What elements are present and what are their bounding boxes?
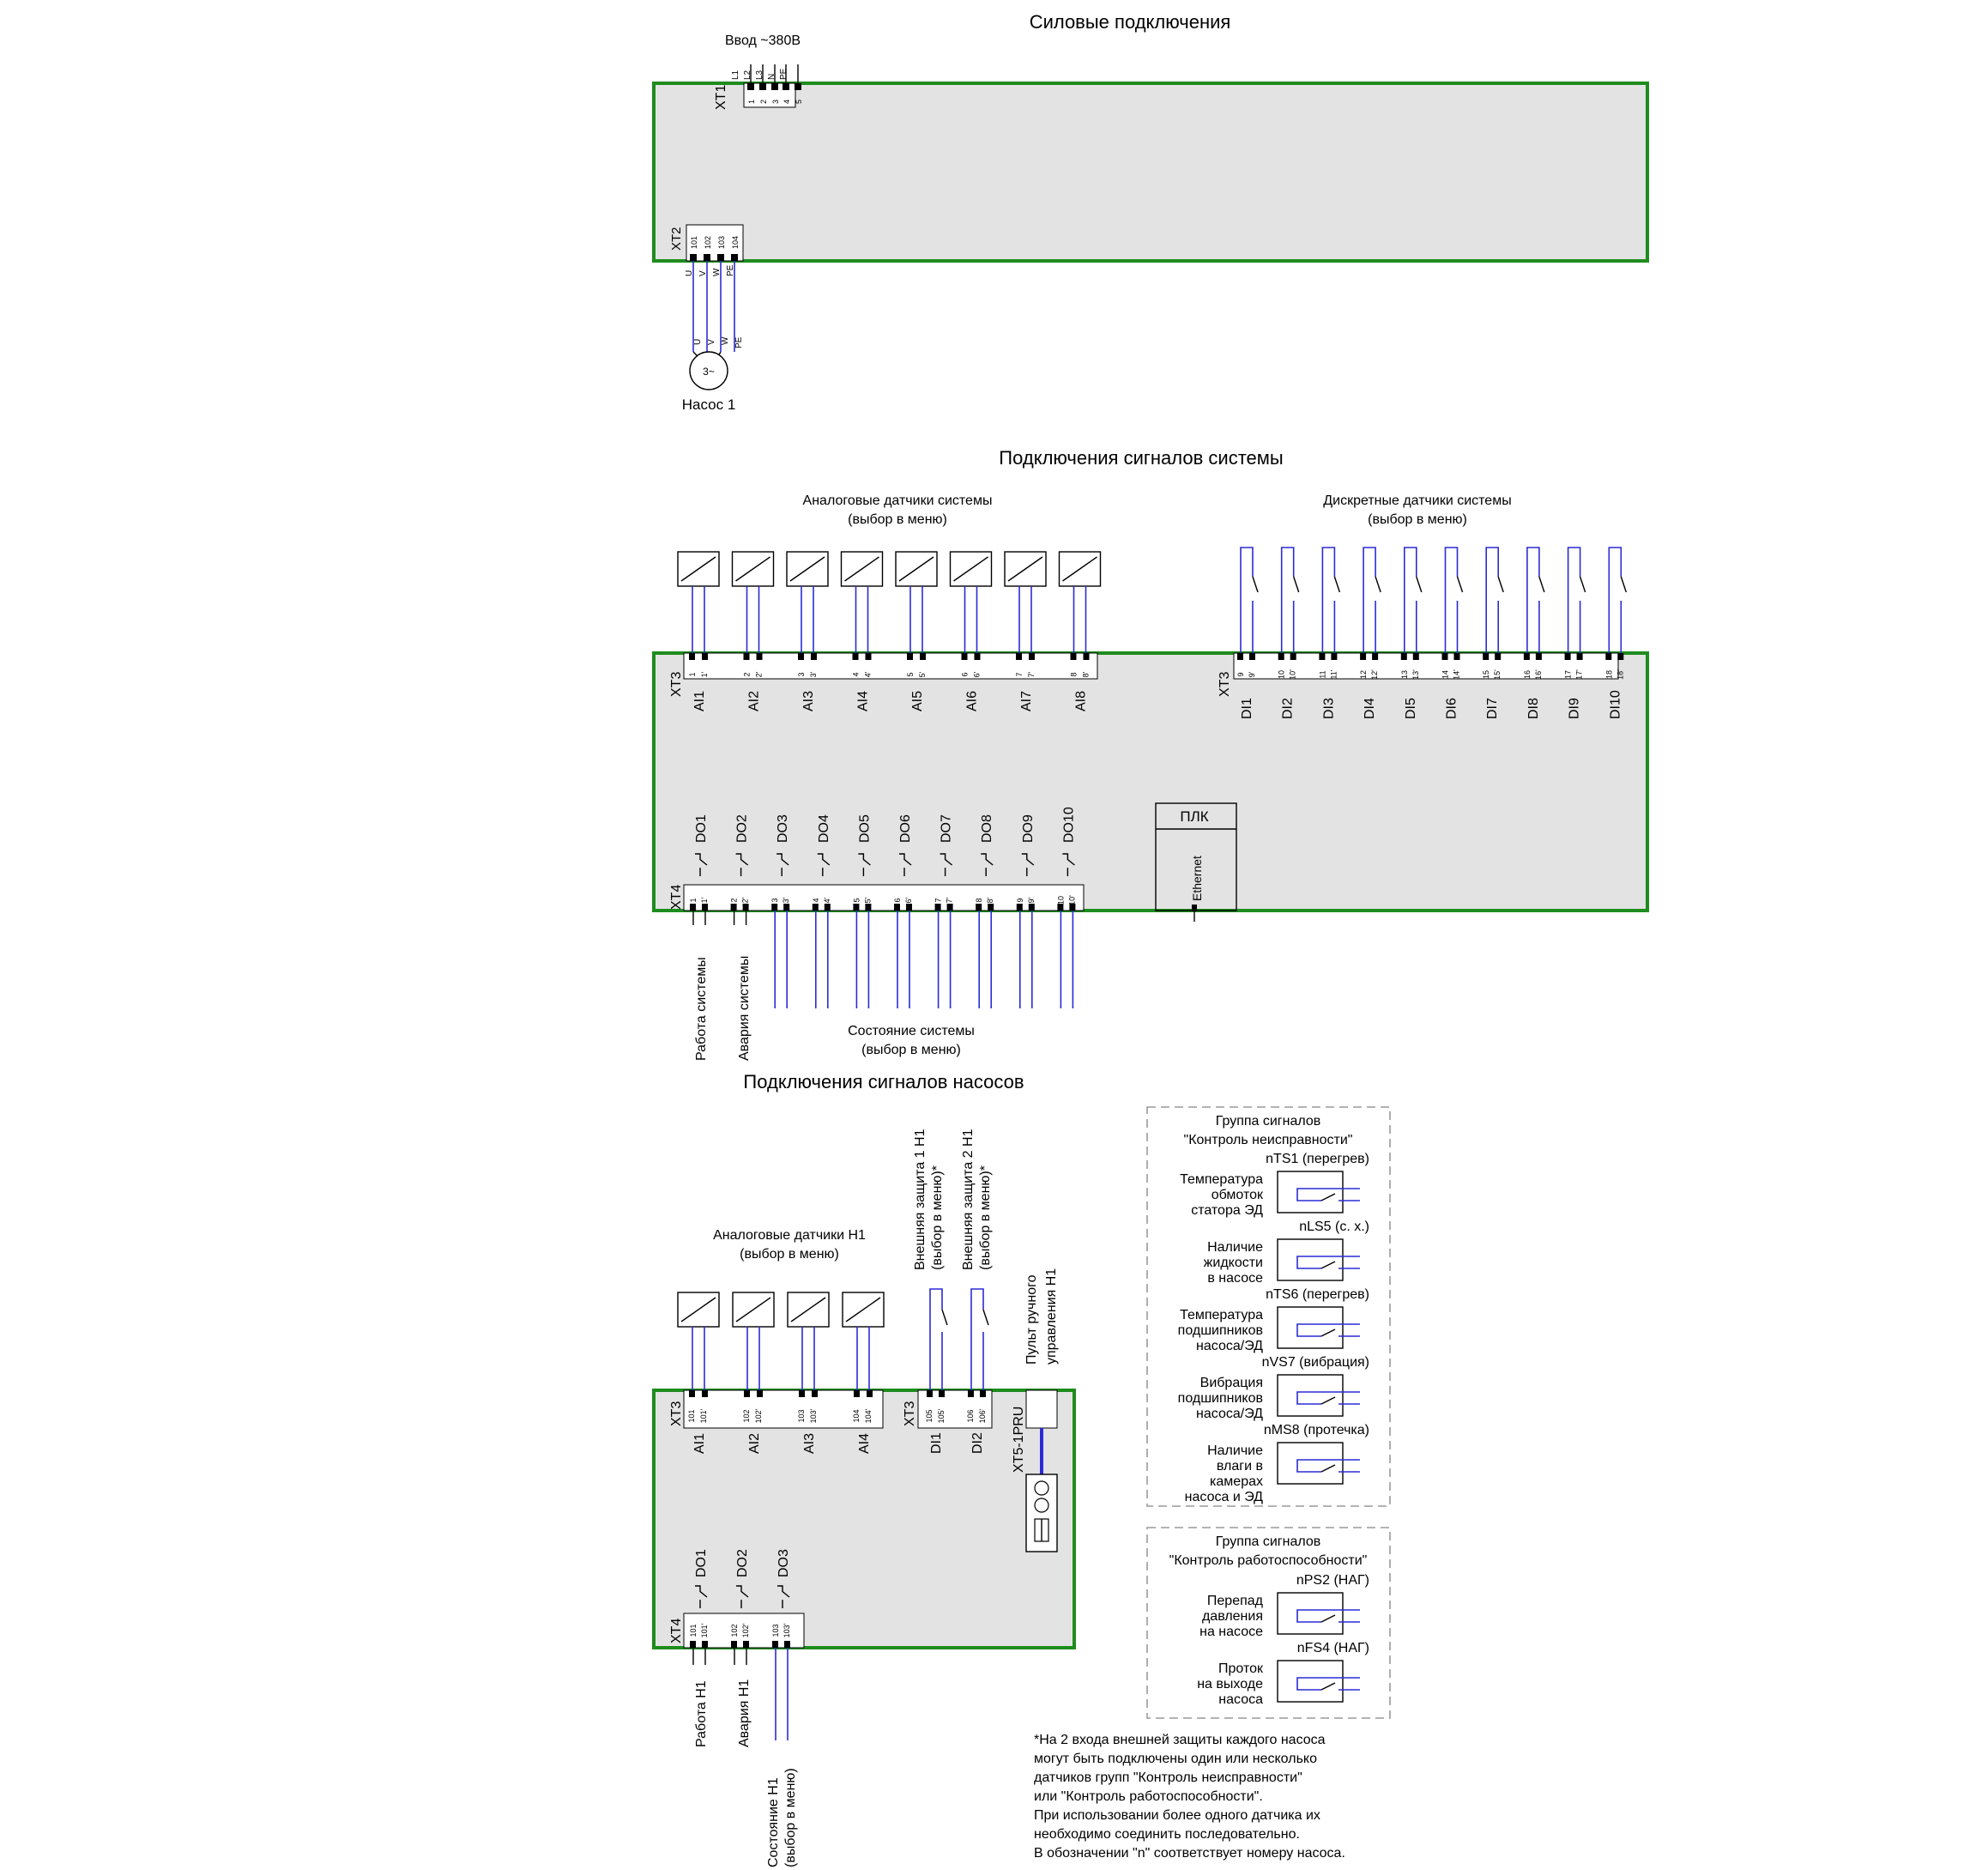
terminal-number-prime: 103' [809, 1408, 818, 1424]
terminal-number: 6 [893, 898, 902, 903]
terminal-number: 10 [1277, 669, 1286, 680]
xt5-label: XT5-1PRU [1012, 1406, 1026, 1473]
sensor-description: Наличие [1207, 1240, 1263, 1255]
sensor-description: Температура [1180, 1308, 1263, 1322]
sensor-description: Температура [1180, 1172, 1263, 1187]
analog-input-label: AI4 [855, 690, 871, 711]
pumps-manual-caption: Пульт ручного [1024, 1274, 1039, 1365]
terminal-number: 10 [1056, 895, 1066, 905]
footnote-line: датчиков групп "Контроль неисправности" [1034, 1770, 1302, 1785]
terminal-number-prime: 7' [1027, 671, 1036, 678]
group-fault-title-sub: "Контроль неисправности" [1183, 1133, 1353, 1147]
xt1-num: 1 [747, 99, 756, 104]
footnote-line: могут быть подключены один или несколько [1034, 1752, 1317, 1766]
terminal-number: 4 [851, 672, 861, 677]
pumps-analog-caption-sub: (выбор в меню) [740, 1247, 839, 1262]
terminal-number: 2 [729, 898, 739, 903]
digital-output-label: DO2 [735, 1549, 750, 1577]
discrete-input-label: DI9 [1567, 698, 1582, 719]
system-state-caption-sub: (выбор в меню) [861, 1043, 961, 1057]
terminal-number: 103 [797, 1409, 806, 1423]
terminal-number-prime: 10' [1288, 669, 1297, 680]
terminal-number-prime: 13' [1411, 669, 1420, 680]
terminal-number-prime: 12' [1370, 669, 1380, 680]
terminal-number: 8 [1069, 672, 1079, 677]
xt4-label: XT4 [669, 884, 684, 910]
sensor-description: Наличие [1207, 1443, 1263, 1458]
analog-input-label: AI1 [692, 1432, 707, 1454]
sensor-description: в насосе [1207, 1271, 1263, 1286]
xt2-num: 104 [731, 235, 740, 249]
discrete-input-label: DI3 [1321, 698, 1337, 719]
system-discrete-caption: Дискретные датчики системы [1323, 493, 1512, 508]
terminal-number-prime: 15' [1493, 669, 1502, 680]
xt1-phase: PE [779, 68, 789, 80]
terminal-number: 9 [1015, 898, 1024, 903]
power-input-label: Ввод ~380В [724, 33, 801, 48]
digital-output-label: DO2 [734, 814, 750, 843]
sensor-description: на насосе [1199, 1625, 1263, 1639]
terminal-number-prime: 103' [783, 1623, 791, 1638]
analog-input-label: AI8 [1073, 690, 1089, 711]
terminal-number-prime: 5' [918, 671, 927, 678]
digital-output-label: DO9 [1020, 814, 1036, 843]
terminal-number-prime: 8' [986, 897, 995, 904]
plc-label: ПЛК [1180, 808, 1209, 825]
sensor-contact-icon [1278, 1661, 1343, 1702]
pumps-manual-caption-sub: управления Н1 [1044, 1268, 1059, 1365]
sensor-code: nVS7 (вибрация) [1261, 1355, 1369, 1370]
terminal-number-prime: 6' [904, 897, 913, 904]
terminal-number-prime: 102' [754, 1408, 763, 1424]
footnote-line: или "Контроль работоспособности". [1034, 1789, 1263, 1804]
motor-phase: W [721, 336, 730, 345]
analog-input-label: AI1 [692, 690, 707, 711]
terminal-number-prime: 17' [1574, 669, 1584, 680]
xt4-label: XT4 [669, 1618, 684, 1643]
terminal-number-prime: 1' [700, 897, 709, 904]
xt2-phase: W [712, 268, 722, 276]
motor-phase: V [707, 339, 716, 345]
xt2-num: 101 [690, 235, 698, 249]
terminal-number: 11 [1318, 670, 1327, 679]
power-title: Силовые подключения [1029, 11, 1231, 33]
terminal-number-prime: 8' [1081, 671, 1091, 678]
motor-phase: PE [734, 336, 744, 348]
terminal-number-prime: 102' [741, 1623, 750, 1638]
sensor-description: статора ЭД [1191, 1203, 1263, 1218]
analog-input-label: AI3 [802, 1432, 817, 1454]
sensor-description: Вибрация [1199, 1376, 1263, 1390]
sensor-description: камерах [1210, 1474, 1263, 1489]
analog-input-label: AI4 [857, 1432, 872, 1454]
terminal-number: 3 [797, 672, 806, 677]
terminal-number-prime: 2' [754, 671, 764, 678]
pumps-ext1-caption-sub: (выбор в меню)* [930, 1165, 945, 1270]
group-perf-items [1197, 1573, 1369, 1707]
footnote [1034, 1733, 1345, 1861]
discrete-input-label: DI6 [1444, 698, 1459, 719]
xt1-num: 5 [795, 99, 803, 104]
analog-input-label: AI2 [747, 1432, 762, 1454]
discrete-input-label: DI8 [1526, 698, 1541, 719]
sensor-code: nTS6 (перегрев) [1266, 1287, 1369, 1302]
analog-input-label: AI5 [910, 690, 925, 711]
terminal-number: 5 [852, 898, 861, 903]
sensor-contact-icon [1278, 1307, 1343, 1348]
sensor-description: Проток [1218, 1661, 1263, 1676]
xt3-label: XT3 [669, 1401, 684, 1426]
group-fault-items [1178, 1152, 1369, 1504]
terminal-number: 7 [1015, 672, 1024, 677]
terminal-number: 101 [687, 1409, 696, 1423]
pump-out-alarm: Авария Н1 [737, 1679, 752, 1747]
terminal-number: 7 [934, 898, 943, 903]
xt1-phase: L1 [731, 70, 740, 80]
sensor-contact-icon [1278, 1239, 1343, 1280]
terminal-number-prime: 9' [1248, 671, 1256, 678]
analog-input-label: AI6 [964, 690, 980, 711]
sensor-code: nMS8 (протечка) [1263, 1423, 1369, 1437]
group-fault-title: Группа сигналов [1215, 1114, 1321, 1129]
xt1-num: 3 [771, 99, 780, 104]
pumps-ext1-caption: Внешняя защита 1 Н1 [913, 1129, 928, 1270]
group-perf-title-sub: "Контроль работоспособности" [1169, 1553, 1368, 1568]
terminal-number-prime: 4' [863, 671, 873, 678]
digital-output-label: DO1 [694, 814, 709, 843]
pumps-title: Подключения сигналов насосов [743, 1071, 1024, 1092]
system-discrete-caption-sub: (выбор в меню) [1368, 512, 1467, 527]
terminal-number-prime: 2' [740, 897, 750, 904]
power-cabinet [654, 83, 1647, 261]
pump-state-caption-sub: (выбор в меню) [783, 1768, 798, 1867]
digital-output-label: DO3 [776, 814, 791, 843]
sensor-description: на выходе [1197, 1677, 1263, 1691]
sensor-description: обмоток [1211, 1188, 1263, 1202]
discrete-input-label: DI1 [1240, 698, 1254, 719]
sensor-description: подшипников [1177, 1391, 1263, 1406]
discrete-input-label: DI1 [929, 1432, 944, 1454]
xt1-phase: L3 [755, 70, 764, 80]
digital-output-label: DO10 [1061, 807, 1077, 843]
terminal-number: 1 [688, 672, 697, 677]
sensor-code: nLS5 (с. х.) [1299, 1219, 1369, 1234]
group-perf-title: Группа сигналов [1215, 1534, 1321, 1549]
sensor-code: nTS1 (перегрев) [1266, 1152, 1369, 1166]
terminal-number: 102 [730, 1624, 739, 1637]
xt1-label: XT1 [714, 84, 728, 110]
digital-output-label: DO7 [939, 814, 954, 843]
motor-symbol: 3~ [703, 366, 715, 378]
xt1-num: 2 [759, 99, 768, 104]
manual-button-icon[interactable] [1035, 1481, 1048, 1495]
sensor-description: насоса [1218, 1692, 1263, 1707]
xt1-terminal-block [714, 64, 803, 110]
sensor-description: давления [1201, 1609, 1263, 1624]
terminal-number-prime: 16' [1533, 669, 1543, 680]
terminal-number: 103 [771, 1624, 780, 1637]
digital-output-label: DO6 [898, 814, 913, 843]
sensor-description: подшипников [1177, 1323, 1263, 1338]
terminal-number: 6 [960, 672, 970, 677]
system-out-alarm: Авария системы [737, 955, 752, 1061]
sensor-description: жидкости [1203, 1256, 1263, 1270]
terminal-number-prime: 6' [972, 671, 982, 678]
terminal-number: 105 [925, 1409, 934, 1423]
pumps-ext2-caption: Внешняя защита 2 Н1 [961, 1129, 976, 1270]
motor-phase: U [693, 338, 703, 345]
terminal-number-prime: 1' [700, 671, 709, 678]
terminal-number-prime: 104' [864, 1408, 873, 1424]
digital-output-label: DO1 [694, 1549, 709, 1577]
xt3-label: XT3 [669, 671, 684, 697]
terminal-number-prime: 3' [782, 897, 791, 904]
system-state-caption: Состояние системы [848, 1024, 975, 1038]
terminal-number-prime: 7' [945, 897, 954, 904]
sensor-code: nFS4 (НАГ) [1296, 1641, 1369, 1655]
system-out-work: Работа системы [694, 957, 709, 1061]
ethernet-label: Ethernet [1190, 856, 1204, 901]
terminal-number: 9 [1236, 672, 1245, 677]
discrete-input-label: DI10 [1608, 690, 1623, 719]
system-analog-caption: Аналоговые датчики системы [802, 493, 993, 508]
sensor-contact-icon [1278, 1375, 1343, 1416]
terminal-number: 12 [1359, 669, 1369, 680]
terminal-number-prime: 9' [1026, 897, 1036, 904]
xt2-phase: V [698, 270, 708, 276]
terminal-number: 2 [742, 672, 752, 677]
motor-wires [685, 261, 744, 360]
discrete-input-label: DI4 [1363, 698, 1378, 719]
sensor-contact-icon [1278, 1593, 1343, 1634]
terminal-number: 14 [1441, 669, 1450, 680]
terminal-number-prime: 101' [700, 1623, 709, 1638]
terminal-number: 15 [1482, 669, 1491, 680]
digital-output-label: DO8 [980, 814, 995, 843]
terminal-number: 104 [852, 1409, 861, 1423]
terminal-number-prime: 106' [978, 1408, 987, 1424]
ethernet-port[interactable] [1192, 905, 1197, 911]
terminal-number: 17 [1563, 669, 1573, 680]
digital-output-label: DO3 [776, 1549, 791, 1577]
xt1-phase: N [767, 73, 776, 80]
xt1-num: 4 [783, 99, 791, 104]
terminal-number: 5 [906, 672, 915, 677]
terminal-number: 16 [1522, 669, 1532, 680]
xt3-label: XT3 [1218, 671, 1232, 697]
terminal-number: 1 [689, 898, 698, 903]
terminal-number: 102 [742, 1409, 751, 1423]
sensor-contact-icon [1278, 1171, 1343, 1213]
terminal-number-prime: 5' [863, 897, 873, 904]
terminal-number: 101 [689, 1624, 698, 1637]
terminal-number: 8 [975, 898, 984, 903]
terminal-number: 3 [770, 898, 780, 903]
pump-label: Насос 1 [681, 396, 736, 413]
analog-input-label: AI3 [801, 690, 816, 711]
pumps-ext2-caption-sub: (выбор в меню)* [978, 1165, 993, 1270]
pump-state-caption: Состояние Н1 [766, 1777, 781, 1867]
sensor-description: влаги в [1216, 1459, 1263, 1474]
group-fault-frame [1147, 1107, 1390, 1506]
analog-input-label: AI2 [746, 690, 762, 711]
analog-input-label: AI7 [1019, 690, 1034, 711]
xt1-phase: L2 [743, 70, 752, 80]
digital-output-label: DO4 [816, 814, 831, 843]
discrete-input-label: DI7 [1485, 698, 1501, 719]
terminal-number: 13 [1399, 669, 1409, 680]
sensor-description: Перепад [1206, 1594, 1263, 1608]
digital-output-label: DO5 [857, 814, 873, 843]
terminal-number: 18 [1604, 669, 1614, 680]
discrete-input-label: DI2 [1280, 698, 1296, 719]
sensor-description: насоса и ЭД [1184, 1490, 1263, 1504]
terminal-number-prime: 3' [809, 671, 818, 678]
discrete-input-label: DI2 [970, 1432, 985, 1454]
terminal-number: 4 [811, 898, 820, 903]
xt2-num: 102 [704, 235, 712, 249]
terminal-number-prime: 101' [699, 1408, 708, 1424]
manual-button-icon[interactable] [1035, 1498, 1048, 1512]
terminal-number: 106 [966, 1409, 975, 1423]
terminal-number-prime: 14' [1452, 669, 1461, 680]
pumps-analog-caption: Аналоговые датчики Н1 [713, 1228, 866, 1243]
sensor-code: nPS2 (НАГ) [1296, 1573, 1369, 1588]
footnote-line: При использовании более одного датчика их [1034, 1808, 1320, 1823]
xt3-label: XT3 [903, 1401, 917, 1426]
sensor-description: насоса/ЭД [1196, 1339, 1263, 1353]
pump-out-work: Работа Н1 [694, 1680, 709, 1747]
xt2-phase: U [685, 269, 694, 276]
sensor-description: насоса/ЭД [1196, 1407, 1263, 1421]
footnote-line: В обозначении "n" соответствует номеру насоса. [1034, 1846, 1345, 1861]
terminal-number-prime: 4' [822, 897, 831, 904]
terminal-number-prime: 11' [1329, 669, 1338, 680]
sensor-contact-icon [1278, 1443, 1343, 1484]
footnote-line: необходимо соединить последовательно. [1034, 1827, 1300, 1842]
footnote-line: *На 2 входа внешней защиты каждого насоса [1034, 1733, 1326, 1747]
system-analog-caption-sub: (выбор в меню) [848, 512, 947, 527]
discrete-input-label: DI5 [1403, 698, 1418, 719]
terminal-number-prime: 105' [937, 1408, 946, 1424]
xt2-num: 103 [717, 235, 726, 249]
system-title: Подключения сигналов системы [999, 447, 1284, 469]
xt2-phase: PE [726, 264, 735, 276]
terminal-number-prime: 18' [1616, 669, 1625, 680]
terminal-number-prime: 10' [1067, 895, 1077, 905]
xt2-label: XT2 [669, 227, 684, 251]
